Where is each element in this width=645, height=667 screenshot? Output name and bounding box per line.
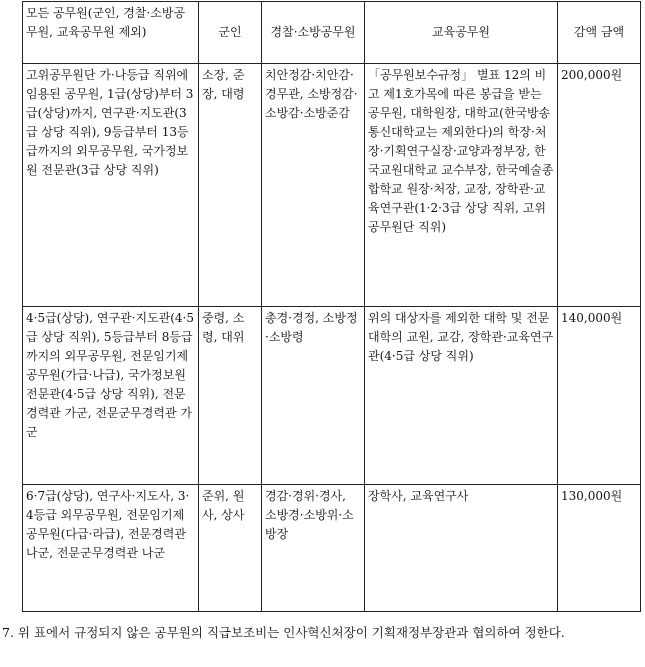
header-military: 군인 xyxy=(199,2,262,64)
cell-police-fire: 치안정감·치안감·경무관, 소방정감·소방감·소방준감 xyxy=(262,64,365,307)
cell-amount: 140,000원 xyxy=(558,307,641,485)
cell-education: 「공무원보수규정」 별표 12의 비고 제1호가목에 따른 봉급을 받는 공무원, 대학원장, 대학교(한국방송통신대학교는 제외한다)의 학장·처장·기획연구실장·교양과정부장, 한국교원대학교 교수부장, 한국예술종합학교 원장·처장, 교장, 장학관·교육연구관(1·2·3급 상당 직위, 고위공무원단 직위) xyxy=(365,64,558,307)
table-row xyxy=(23,307,641,485)
cell-amount: 130,000원 xyxy=(558,485,641,612)
header-police-fire: 경찰·소방공무원 xyxy=(262,2,365,64)
cell-general: 4·5급(상당), 연구관·지도관(4·5급 상당 직위), 5등급부터 8등급까지의 외무공무원, 전문임기제공무원(가급·나급), 국가정보원 전문관(4·5급 상당 직위), 전문경력관 가군, 전문군무경력관 가군 xyxy=(23,307,199,485)
cell-education: 장학사, 교육연구사 xyxy=(365,485,558,612)
footnote-paragraph: 7. 위 표에서 규정되지 않은 공무원의 직급보조비는 인사혁신처장이 기획재정부장관과 협의하여 정한다. xyxy=(2,625,565,640)
header-reduction-amount: 감액 금액 xyxy=(558,2,641,64)
cell-police-fire: 경감·경위·경사, 소방경·소방위·소방장 xyxy=(262,485,365,612)
table-header-row xyxy=(23,2,641,64)
cell-military: 준위, 원사, 상사 xyxy=(199,485,262,612)
table-row xyxy=(23,64,641,307)
cell-general: 고위공무원단 가·나등급 직위에 임용된 공무원, 1급(상당)부터 3급(상당)까지, 연구관·지도관(3급 상당 직위), 9등급부터 13등급까지의 외무공무원, 국가정보원 전문관(3급 상당 직위) xyxy=(23,64,199,307)
cell-general: 6·7급(상당), 연구사·지도사, 3·4등급 외무공무원, 전문임기제공무원(다급·라급), 전문경력관 나군, 전문군무경력관 나군 xyxy=(23,485,199,612)
cell-education: 위의 대상자를 제외한 대학 및 전문대학의 교원, 교감, 장학관·교육연구관(4·5급 상당 직위) xyxy=(365,307,558,485)
cell-amount: 200,000원 xyxy=(558,64,641,307)
table-row xyxy=(23,485,641,612)
allowance-table xyxy=(22,1,641,612)
cell-military: 소장, 준장, 대령 xyxy=(199,64,262,307)
header-education-officials: 교육공무원 xyxy=(365,2,558,64)
cell-police-fire: 총경·경정, 소방정·소방령 xyxy=(262,307,365,485)
cell-military: 중령, 소령, 대위 xyxy=(199,307,262,485)
header-general-officials: 모든 공무원(군인, 경찰·소방공무원, 교육공무원 제외) xyxy=(23,2,199,64)
